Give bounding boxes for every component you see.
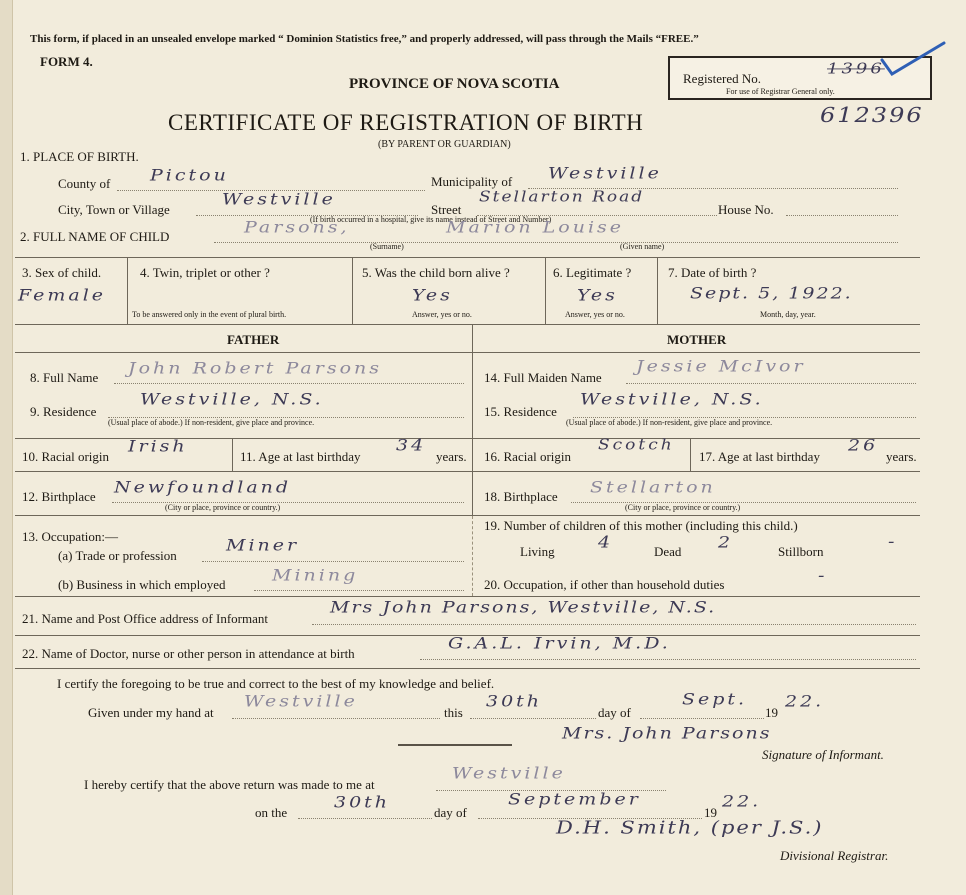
registrar-year-prefix: 19 (704, 805, 717, 820)
given-name-note: (Given name) (620, 242, 665, 251)
dead-value: 2 (718, 533, 734, 552)
certificate-title: CERTIFICATE OF REGISTRATION OF BIRTH (168, 110, 644, 135)
father-racial-origin-label: 10. Racial origin (22, 449, 110, 464)
municipality-value: Westville (548, 164, 662, 183)
mother-occupation-label: 20. Occupation, if other than household duties (484, 577, 725, 592)
registrar-signature-label: Divisional Registrar. (780, 848, 889, 863)
form-number: FORM 4. (40, 54, 93, 69)
child-surname-value: Parsons, (244, 218, 350, 237)
sex-value: Female (18, 286, 107, 305)
living-value: 4 (598, 533, 614, 552)
occupation-heading: 13. Occupation:— (22, 529, 119, 544)
mother-birthplace-note: (City or place, province or country.) (625, 503, 741, 512)
place-of-birth-heading: 1. PLACE OF BIRTH. (20, 149, 139, 164)
children-count-label: 19. Number of children of this mother (including this child.) (484, 518, 798, 533)
father-birthplace-note: (City or place, province or country.) (165, 503, 281, 512)
page-edge (0, 0, 13, 895)
father-heading: FATHER (227, 332, 280, 347)
twin-note: To be answered only in the event of plural birth. (132, 310, 287, 319)
father-years-label: years. (436, 449, 467, 464)
this-label: this (444, 705, 463, 720)
date-of-birth-value: Sept. 5, 1922. (690, 284, 853, 303)
county-value: Pictou (150, 166, 229, 185)
mother-name-label: 14. Full Maiden Name (484, 370, 602, 385)
informant-value: Mrs John Parsons, Westville, N.S. (330, 598, 717, 617)
registrar-only-note: For use of Registrar General only. (726, 87, 835, 96)
certify-day-value: 30th (486, 692, 543, 711)
mother-birthplace-label: 18. Birthplace (484, 489, 558, 504)
check-mark-icon (880, 40, 950, 80)
trade-label: (a) Trade or profession (58, 548, 177, 563)
given-under-hand-label: Given under my hand at (88, 705, 214, 720)
mother-residence-value: Westville, N.S. (580, 390, 764, 409)
certify-month-value: Sept. (682, 690, 748, 709)
certify-statement: I certify the foregoing to be true and correct to the best of my knowledge and belief. (57, 676, 495, 691)
sex-label: 3. Sex of child. (22, 265, 102, 280)
house-number-label: House No. (718, 202, 774, 217)
legitimate-label: 6. Legitimate ? (553, 265, 632, 280)
registration-number: 612396 (820, 103, 924, 128)
stillborn-value: - (888, 532, 898, 551)
doctor-label: 22. Name of Doctor, nurse or other person in attendance at birth (22, 646, 355, 661)
trade-value: Miner (226, 536, 300, 555)
mother-residence-label: 15. Residence (484, 404, 557, 419)
certify-day-of-label: day of (598, 705, 631, 720)
legitimate-value: Yes (577, 286, 618, 305)
twin-label: 4. Twin, triplet or other ? (140, 265, 270, 280)
informant-signature: Mrs. John Parsons (562, 724, 772, 743)
mother-years-label: years. (886, 449, 917, 464)
province-heading: PROVINCE OF NOVA SCOTIA (349, 76, 560, 92)
registrar-day-of-label: day of (434, 805, 467, 820)
born-alive-label: 5. Was the child born alive ? (362, 265, 510, 280)
county-label: County of (58, 176, 111, 191)
city-value: Westville (222, 190, 336, 209)
city-label: City, Town or Village (58, 202, 170, 217)
struck-registered-number: 1396 (827, 60, 885, 78)
child-name-label: 2. FULL NAME OF CHILD (20, 229, 170, 244)
father-residence-label: 9. Residence (30, 404, 97, 419)
street-label: Street (431, 202, 462, 217)
certify-year-prefix: 19 (765, 705, 778, 720)
date-of-birth-label: 7. Date of birth ? (668, 265, 757, 280)
mother-heading: MOTHER (667, 332, 727, 347)
business-label: (b) Business in which employed (58, 577, 226, 592)
father-birthplace-label: 12. Birthplace (22, 489, 96, 504)
mother-birthplace-value: Stellarton (590, 478, 716, 497)
child-given-value: Marion Louise (446, 218, 625, 237)
registrar-signature: D.H. Smith, (per J.S.) (556, 817, 824, 838)
father-name-value: John Robert Parsons (128, 359, 382, 378)
registrar-year-value: 22. (722, 792, 762, 811)
father-racial-origin-value: Irish (128, 437, 188, 456)
mailing-notice: This form, if placed in an unsealed envelope marked “ Dominion Statistics free,” and properly addressed, will pass through the Mails “FREE.” (30, 33, 699, 45)
registrar-day-value: 30th (334, 793, 391, 812)
street-value: Stellarton Road (479, 188, 645, 206)
mother-age-label: 17. Age at last birthday (699, 449, 820, 464)
father-residence-value: Westville, N.S. (140, 390, 324, 409)
mother-name-value: Jessie McIvor (636, 357, 806, 376)
mother-racial-origin-label: 16. Racial origin (484, 449, 572, 464)
living-label: Living (520, 544, 555, 559)
on-the-label: on the (255, 805, 288, 820)
certify-year-value: 22. (785, 692, 825, 711)
father-residence-note: (Usual place of abode.) If non-resident, give place and province. (108, 418, 315, 427)
informant-label: 21. Name and Post Office address of Informant (22, 611, 268, 626)
surname-note: (Surname) (370, 242, 404, 251)
legitimate-note: Answer, yes or no. (565, 310, 625, 319)
certificate-subtitle: (BY PARENT OR GUARDIAN) (378, 139, 511, 150)
mother-occupation-value: - (818, 566, 828, 585)
registrar-month-value: September (508, 790, 641, 809)
mother-racial-origin-value: Scotch (598, 436, 675, 454)
municipality-label: Municipality of (431, 174, 513, 189)
registrar-place-value: Westville (452, 764, 566, 783)
born-alive-note: Answer, yes or no. (412, 310, 472, 319)
given-place-value: Westville (244, 692, 358, 711)
father-birthplace-value: Newfoundland (114, 478, 292, 497)
born-alive-value: Yes (412, 286, 453, 305)
date-of-birth-note: Month, day, year. (760, 310, 816, 319)
mother-residence-note: (Usual place of abode.) If non-resident, give place and province. (566, 418, 773, 427)
business-value: Mining (272, 566, 359, 585)
stillborn-label: Stillborn (778, 544, 824, 559)
father-age-label: 11. Age at last birthday (240, 449, 361, 464)
dead-label: Dead (654, 544, 682, 559)
doctor-value: G.A.L. Irvin, M.D. (448, 634, 671, 653)
registered-label: Registered No. (683, 71, 761, 86)
hospital-note: (If birth occurred in a hospital, give its name instead of Street and Number) (310, 215, 552, 224)
father-name-label: 8. Full Name (30, 370, 99, 385)
father-age-value: 34 (396, 436, 427, 455)
informant-signature-label: Signature of Informant. (762, 747, 884, 762)
mother-age-value: 26 (848, 436, 879, 455)
registrar-statement: I hereby certify that the above return was made to me at (84, 777, 375, 792)
